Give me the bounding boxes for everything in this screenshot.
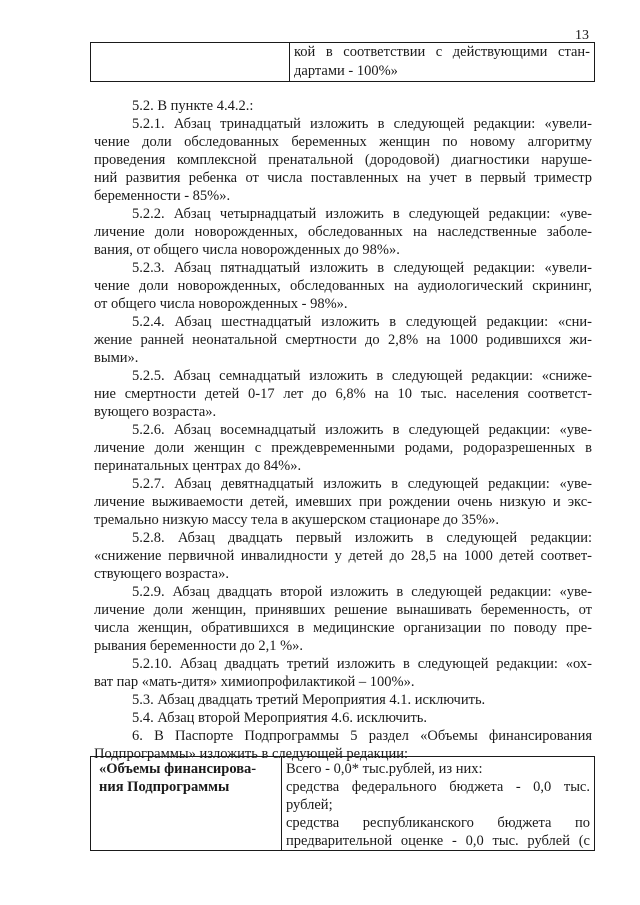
document-body [94, 97, 592, 763]
text-line: «снижение первичной инвалидности у детей до 28,5 на 1000 детей соответ- [94, 548, 592, 564]
text-line: 5.2.10. Абзац двадцать третий изложить в следующей редакции: «ох- [132, 656, 592, 672]
text-line: беременности - 85%». [94, 188, 231, 204]
label-line: ния Подпрограммы [99, 779, 230, 795]
text-line: от общего числа новорожденных - 98%». [94, 296, 348, 312]
text-line: 5.2.3. Абзац пятнадцатый изложить в следующей редакции: «увели- [132, 260, 592, 276]
paragraph [94, 421, 592, 475]
table-cell-empty [91, 43, 290, 82]
value-line: предварительной оценке - 0,0 тыс. рублей (с [286, 833, 590, 849]
text-line: ват пар «мать-дитя» химиопрофилактикой – 100%». [94, 674, 415, 690]
text-line: вующего возраста». [94, 404, 217, 420]
financing-label-cell [91, 757, 282, 851]
paragraph [94, 97, 592, 115]
text-line: тремально низкую массу тела в акушерском стационаре до 35%». [94, 512, 499, 528]
text-line: 5.2.5. Абзац семнадцатый изложить в следующей редакции: «сниже- [132, 368, 592, 384]
financing-table [90, 756, 595, 851]
label-line: «Объемы финансирова- [99, 761, 257, 777]
text-line: 5.2. В пункте 4.4.2.: [132, 98, 254, 114]
text-line: вания, от общего числа новорожденных до 98%». [94, 242, 400, 258]
text-line: личение доли новорожденных, обследованных на наследственные заболе- [94, 224, 592, 240]
paragraph [94, 115, 592, 205]
cell-line: кой в соответствии с действующими стан- [294, 44, 590, 60]
text-line: 5.2.6. Абзац восемнадцатый изложить в следующей редакции: «уве- [132, 422, 592, 438]
paragraph [94, 259, 592, 313]
paragraph [94, 691, 592, 709]
financing-value-cell [282, 757, 595, 851]
text-line: жение ранней неонатальной смертности до 2,8% на 1000 родившихся жи- [94, 332, 592, 348]
text-line: рывания беременности до 2,1 %». [94, 638, 304, 654]
text-line: чение доли обследованных беременных женщин по новому алгоритму [94, 134, 592, 150]
paragraph [94, 205, 592, 259]
value-line: рублей; [286, 797, 333, 813]
value-line: средства федерального бюджета - 0,0 тыс. [286, 779, 590, 795]
text-line: проведения комплексной пренатальной (дородовой) диагностики наруше- [94, 152, 592, 168]
paragraph [94, 655, 592, 691]
paragraph [94, 367, 592, 421]
text-line: чение доли новорожденных, обследованных на аудиологический скрининг, [94, 278, 592, 294]
text-line: 5.2.2. Абзац четырнадцатый изложить в следующей редакции: «уве- [132, 206, 592, 222]
text-line: личение выживаемости детей, имевших при рождении очень низкую и экс- [94, 494, 592, 510]
paragraph [94, 709, 592, 727]
paragraph [94, 313, 592, 367]
text-line: ние смертности детей 0-17 лет до 6,8% на 10 тыс. населения соответст- [94, 386, 592, 402]
page-number: 13 [575, 28, 589, 43]
text-line: 5.2.8. Абзац двадцать первый изложить в следующей редакции: [132, 530, 592, 546]
text-line: 5.2.9. Абзац двадцать второй изложить в следующей редакции: «уве- [132, 584, 592, 600]
text-line: личение доли женщин, принявших решение вынашивать беременность, от [94, 602, 592, 618]
text-line: перинатальных центрах до 84%». [94, 458, 302, 474]
value-line: Всего - 0,0* тыс.рублей, из них: [286, 761, 483, 777]
text-line: 5.2.7. Абзац девятнадцатый изложить в следующей редакции: «уве- [132, 476, 592, 492]
text-line: 5.2.1. Абзац тринадцатый изложить в следующей редакции: «увели- [132, 116, 592, 132]
text-line: 6. В Паспорте Подпрограммы 5 раздел «Объемы финансирования [132, 728, 592, 744]
text-line: 5.4. Абзац второй Мероприятия 4.6. исключить. [132, 710, 428, 726]
text-line: 5.2.4. Абзац шестнадцатый изложить в следующей редакции: «сни- [132, 314, 592, 330]
text-line: ний развития ребенка от числа поставленных на учет в первый триместр [94, 170, 592, 186]
text-line: ствующего возраста». [94, 566, 229, 582]
paragraph [94, 583, 592, 655]
text-line: Подпрограммы» изложить в следующей редакции: [94, 746, 409, 762]
value-line: средства республиканского бюджета по [286, 815, 590, 831]
text-line: 5.3. Абзац двадцать третий Мероприятия 4.1. исключить. [132, 692, 486, 708]
paragraph [94, 529, 592, 583]
paragraph [94, 475, 592, 529]
continuation-table [90, 42, 595, 82]
table-cell-text [290, 43, 595, 82]
text-line: выми». [94, 350, 139, 366]
text-line: числа женщин, обратившихся в медицинские организации по поводу пре- [94, 620, 592, 636]
text-line: личение доли женщин с преждевременными родами, родоразрешенных в [94, 440, 592, 456]
cell-line: дартами - 100%» [294, 63, 398, 79]
